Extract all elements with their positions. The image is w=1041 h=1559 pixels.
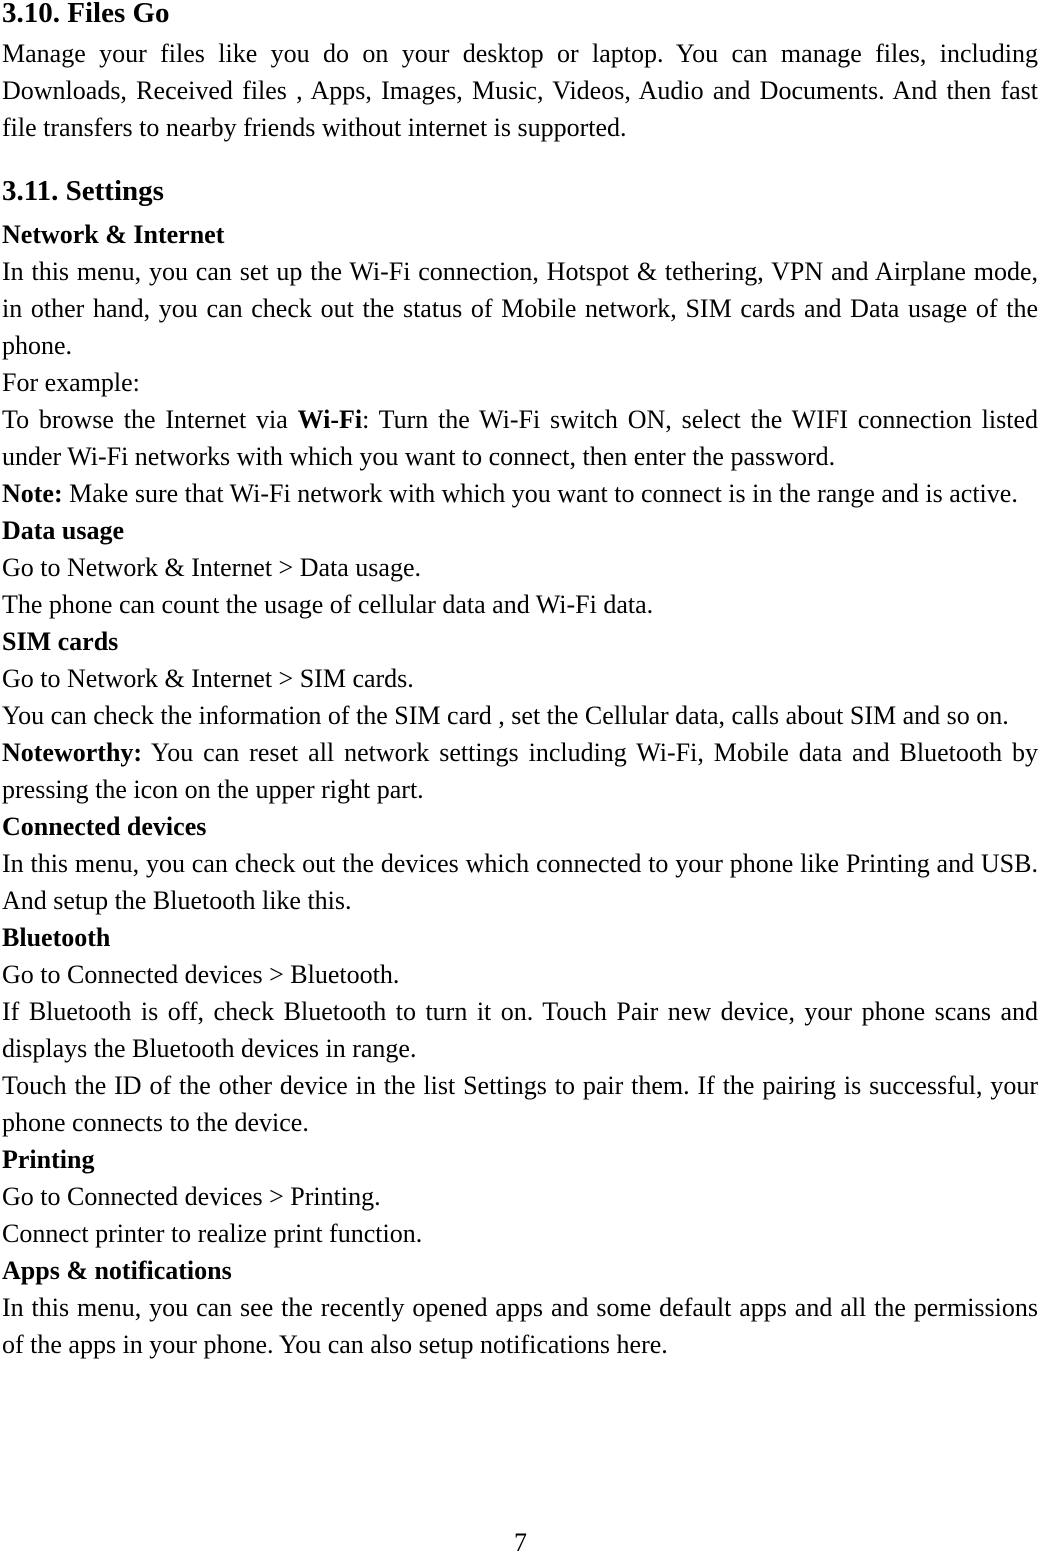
subheading-connected-devices: Connected devices: [2, 812, 207, 841]
noteworthy-label: Noteworthy:: [2, 738, 143, 767]
apps-notifications-description: In this menu, you can see the recently opened apps and some default apps and all the permissions of the apps in your phone. You can also setup notifications here.: [2, 1293, 1038, 1359]
sim-cards-description: You can check the information of the SIM card , set the Cellular data, calls about SIM and so on.: [2, 701, 1009, 730]
connected-devices-description: In this menu, you can check out the devices which connected to your phone like Printing and USB. And setup the Bluetooth like this.: [2, 849, 1038, 915]
files-go-paragraph: Manage your files like you do on your desktop or laptop. You can manage files, including Downloads, Received files , Apps, Images, Music, Videos, Audio and Documents. And then fast file transfers to nearby friends without internet is supported.: [2, 39, 1038, 142]
for-example-line: For example:: [2, 368, 140, 397]
data-usage-description: The phone can count the usage of cellular data and Wi-Fi data.: [2, 590, 654, 619]
section-heading-files-go: 3.10. Files Go: [2, 0, 170, 29]
noteworthy-text: You can reset all network settings including Wi-Fi, Mobile data and Bluetooth by pressing the icon on the upper right part.: [2, 738, 1038, 804]
bluetooth-description-1: If Bluetooth is off, check Bluetooth to turn it on. Touch Pair new device, your phone scans and displays the Bluetooth devices in range.: [2, 997, 1038, 1063]
page-number: 7: [514, 1528, 527, 1557]
sim-cards-path: Go to Network & Internet > SIM cards.: [2, 664, 414, 693]
wifi-bold-term: Wi-Fi: [297, 405, 363, 434]
note-label: Note:: [2, 479, 63, 508]
section-heading-settings: 3.11. Settings: [2, 175, 164, 207]
bluetooth-path: Go to Connected devices > Bluetooth.: [2, 960, 400, 989]
data-usage-path: Go to Network & Internet > Data usage.: [2, 553, 421, 582]
subheading-apps-notifications: Apps & notifications: [2, 1256, 232, 1285]
network-intro-paragraph: In this menu, you can set up the Wi-Fi connection, Hotspot & tethering, VPN and Airplane mode, in other hand, you can check out the status of Mobile network, SIM cards and Data usage of the phone.: [2, 257, 1038, 360]
document-page: [2, 0, 1038, 1363]
wifi-prefix-text: To browse the Internet via: [2, 405, 298, 434]
bluetooth-description-2: Touch the ID of the other device in the list Settings to pair them. If the pairing is successful, your phone connects to the device.: [2, 1071, 1038, 1137]
printing-path: Go to Connected devices > Printing.: [2, 1182, 381, 1211]
noteworthy-paragraph: [2, 734, 1038, 808]
wifi-rest-text: : Turn the Wi-Fi switch ON, select the WIFI connection listed under Wi-Fi networks with which you want to connect, then enter the password.: [2, 405, 1039, 471]
subheading-printing: Printing: [2, 1145, 95, 1174]
subheading-data-usage: Data usage: [2, 516, 125, 545]
subheading-network-internet: Network & Internet: [2, 220, 225, 249]
subheading-sim-cards: SIM cards: [2, 627, 119, 656]
printing-description: Connect printer to realize print function.: [2, 1219, 423, 1248]
note-text: Make sure that Wi-Fi network with which you want to connect is in the range and is active.: [62, 479, 1018, 508]
subheading-bluetooth: Bluetooth: [2, 923, 111, 952]
wifi-note-paragraph: [2, 475, 1038, 512]
wifi-instructions-paragraph: [2, 401, 1038, 475]
